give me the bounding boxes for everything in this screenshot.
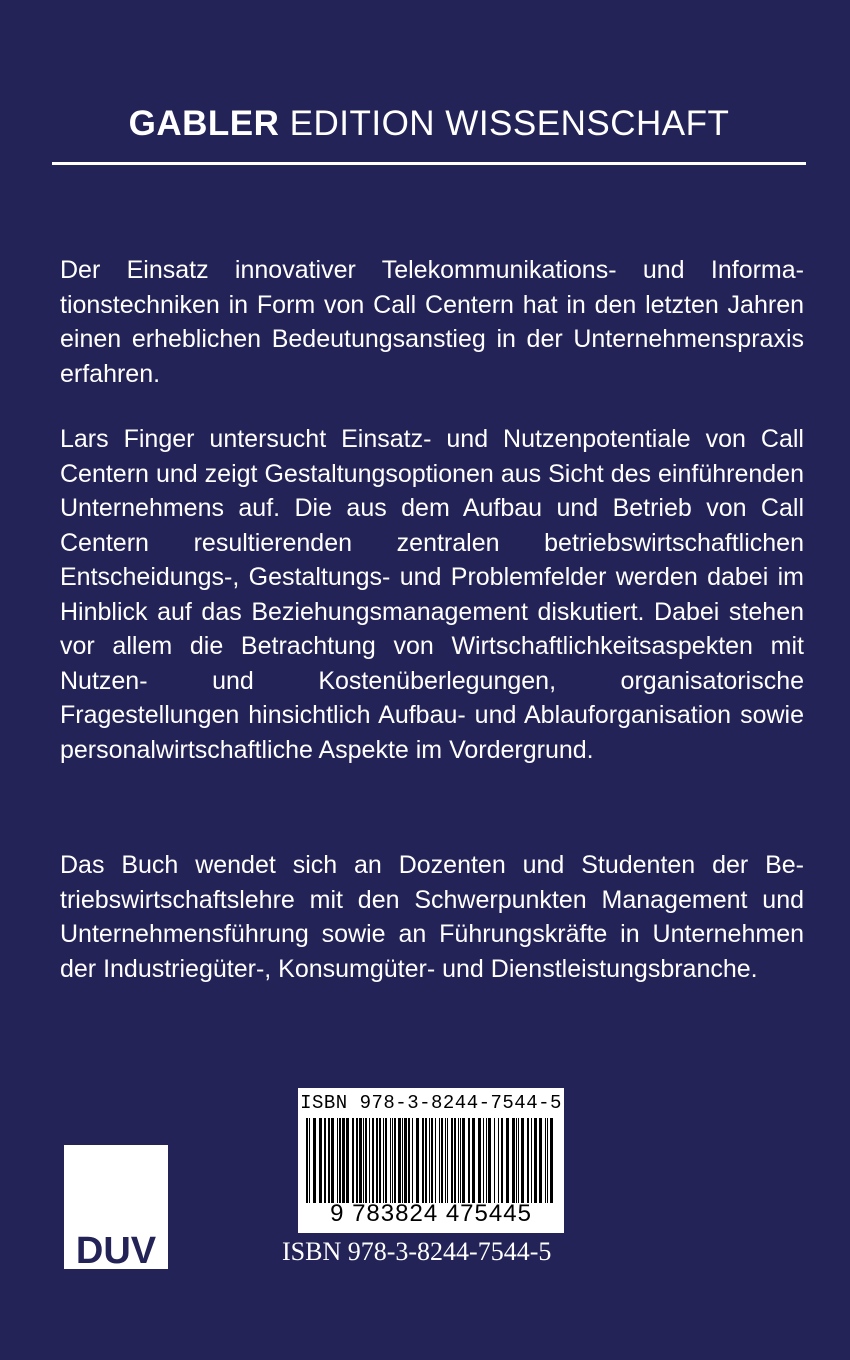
barcode-bar — [408, 1118, 410, 1203]
isbn-text: ISBN 978-3-8244-7544-5 — [282, 1237, 552, 1266]
barcode-bar — [547, 1118, 548, 1203]
barcode-bar — [545, 1118, 546, 1203]
barcode-bar — [468, 1118, 470, 1203]
blurb-paragraph-3: Das Buch wendet sich an Dozenten und Studenten der Betriebswirtschaftslehre mit den Schwerpunkten Management und Unternehmensführung sowie an Führungskräfte in Unternehmen der Industriegüter-, Konsumgüter- und Dienstleistungsbranche. — [60, 851, 804, 983]
barcode-bar — [512, 1118, 515, 1203]
barcode-bar — [356, 1118, 358, 1203]
series-brand: GABLER — [128, 104, 280, 143]
barcode-bar — [352, 1118, 354, 1203]
barcode-bar — [429, 1118, 430, 1203]
barcode-bar — [385, 1118, 387, 1203]
barcode-bar — [550, 1118, 553, 1203]
barcode-bar — [431, 1118, 433, 1203]
barcode-bar — [527, 1118, 529, 1203]
barcode-bars — [304, 1118, 554, 1203]
barcode-bar — [531, 1118, 532, 1203]
barcode-bar — [402, 1118, 403, 1203]
isbn-barcode — [298, 1088, 564, 1233]
barcode-bar — [309, 1118, 310, 1203]
barcode-bar — [518, 1118, 519, 1203]
barcode-bar — [412, 1118, 413, 1203]
duv-logo-text: DUV — [75, 1230, 157, 1269]
barcode-bar — [346, 1118, 349, 1203]
barcode-bar — [460, 1118, 461, 1203]
barcode-bar — [435, 1118, 436, 1203]
barcode-bar — [328, 1118, 330, 1203]
barcode-bar — [390, 1118, 391, 1203]
barcode-bar — [488, 1118, 491, 1203]
barcode-bar — [319, 1118, 322, 1203]
barcode-bar — [451, 1118, 453, 1203]
barcode-bar — [337, 1118, 338, 1203]
header-divider — [52, 162, 806, 165]
barcode-bar — [439, 1118, 440, 1203]
barcode-bar — [359, 1118, 362, 1203]
barcode-bar — [369, 1118, 370, 1203]
barcode-bar — [394, 1118, 396, 1203]
barcode-bar — [383, 1118, 384, 1203]
barcode-digits: 9 783824 475445 — [330, 1200, 532, 1227]
barcode-bar — [498, 1118, 499, 1203]
barcode-bar — [398, 1118, 401, 1203]
barcode-bar — [501, 1118, 503, 1203]
barcode-bar — [539, 1118, 542, 1203]
barcode-bar — [306, 1118, 308, 1203]
barcode-bar — [331, 1118, 334, 1203]
barcode-bar — [494, 1118, 495, 1203]
barcode-bar — [379, 1118, 381, 1203]
barcode-bar — [422, 1118, 424, 1203]
barcode-bar — [376, 1118, 378, 1203]
barcode-bar — [339, 1118, 341, 1203]
barcode-bar — [441, 1118, 443, 1203]
barcode-bar — [534, 1118, 537, 1203]
barcode-bar — [416, 1118, 419, 1203]
barcode-bar — [365, 1118, 367, 1203]
duv-logo-icon — [64, 1145, 168, 1269]
barcode-bar — [458, 1118, 459, 1203]
barcode-bar — [392, 1118, 393, 1203]
barcode-bar — [486, 1118, 487, 1203]
barcode-bar — [462, 1118, 465, 1203]
barcode-bar — [521, 1118, 524, 1203]
barcode-bar — [313, 1118, 316, 1203]
barcode-isbn-label: ISBN 978-3-8244-7544-5 — [300, 1092, 562, 1114]
barcode-bar — [506, 1118, 509, 1203]
barcode-bar — [324, 1118, 326, 1203]
barcode-bar — [425, 1118, 427, 1203]
barcode-bar — [342, 1118, 345, 1203]
barcode-bar — [516, 1118, 517, 1203]
barcode-bar — [363, 1118, 364, 1203]
series-name: EDITION WISSENSCHAFT — [289, 104, 730, 143]
blurb-paragraph-2: Lars Finger untersucht Einsatz- und Nutzenpotentiale von Call Centern und zeigt Gestaltungsoptionen aus Sicht des einführenden Unternehmens auf. Die aus dem Aufbau und Betrieb von Call Centern resultierenden zentralen betriebswirtschaftlichen Entscheidungs-, Gestaltungs- und Problemfelder werden dabei im Hinblick auf das Beziehungsmanagement diskutiert. Dabei stehen vor allem die Betrachtung von Wirtschaftlichkeitsaspekten mit Nutzen- und Kostenüberlegungen, organisatorische Fragestellungen hinsichtlich Aufbau- und Ablauforganisation sowie personalwirtschaftliche Aspekte im Vordergrund. — [60, 425, 804, 764]
barcode-bar — [445, 1118, 446, 1203]
barcode-bar — [372, 1118, 374, 1203]
barcode-bar — [472, 1118, 475, 1203]
barcode-bar — [483, 1118, 484, 1203]
barcode-bar — [447, 1118, 448, 1203]
series-title — [52, 104, 806, 144]
barcode-bar — [478, 1118, 481, 1203]
barcode-bar — [454, 1118, 456, 1203]
barcode-bar — [404, 1118, 407, 1203]
blurb-paragraph-1: Der Einsatz innovativer Telekommunikations- und Informationstechniken in Form von Call Centern hat in den letzten Jahren einen erheblichen Bedeutungsanstieg in der Unternehmenspraxis erfahren. — [60, 256, 804, 388]
